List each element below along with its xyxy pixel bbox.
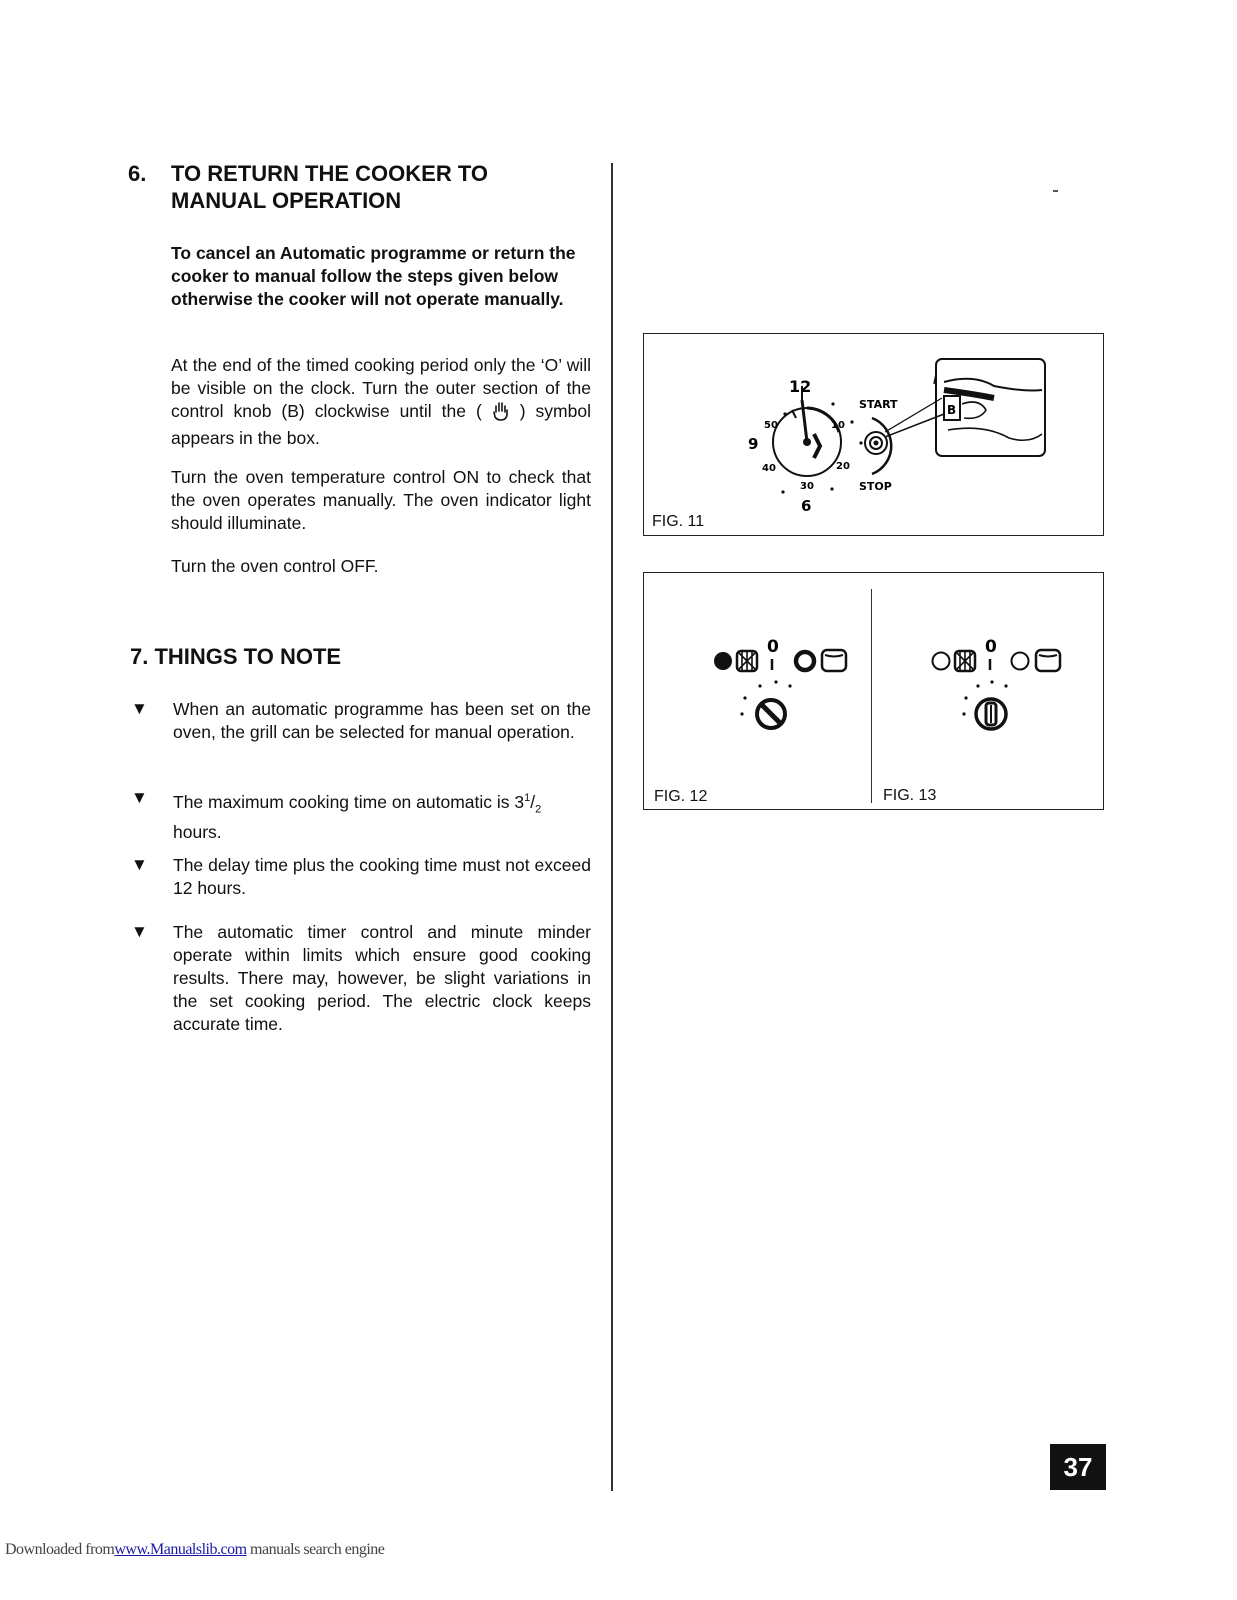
note-4: The automatic timer control and minute minder operate within limits which ensure good cooking results. There may, however, be slight variations in the set cooking period. The electric clock keeps accurate time. [173, 922, 591, 1034]
dial-label-40: 40 [762, 463, 776, 474]
note-2-fraction-numerator: 1 [524, 792, 531, 804]
footer [5, 1541, 384, 1559]
start-label: START [859, 398, 898, 411]
dial-label-20: 20 [836, 461, 850, 472]
section-6-paragraph-1 [171, 354, 591, 450]
dial-label-10: 10 [831, 420, 845, 431]
section-7-title: 7. THINGS TO NOTE [130, 644, 342, 669]
figure-12-13 [643, 572, 1104, 810]
timer-clock-diagram [644, 334, 1102, 534]
note-2-fraction-separator: / [530, 791, 536, 812]
note-1: When an automatic programme has been set on the oven, the grill can be selected for manual operation. [173, 699, 591, 742]
note-2-end: hours. [173, 822, 222, 843]
hand-symbol-icon [492, 401, 510, 427]
fig-13-zero: 0 [985, 637, 997, 657]
figure-11 [643, 333, 1104, 536]
footer-link[interactable]: www.Manualslib.com [114, 1541, 247, 1558]
bullet-marker-3: ▼ [131, 855, 148, 874]
fig-12-zero: 0 [767, 637, 779, 657]
knob-letter-b: B [947, 403, 957, 417]
indicator-filled-icon [714, 652, 732, 670]
figure-12-label: FIG. 12 [654, 788, 708, 805]
figure-11-label: FIG. 11 [652, 513, 705, 530]
dial-label-12: 12 [789, 377, 812, 396]
indicator-empty-icon [933, 653, 950, 670]
bullet-marker-2: ▼ [131, 788, 148, 807]
section-6-paragraph-3: Turn the oven control OFF. [171, 556, 379, 576]
dial-label-9: 9 [748, 435, 759, 453]
paragraph-1-text-b: ) symbol appears in the box. [171, 401, 591, 448]
dial-label-6: 6 [801, 497, 812, 515]
dial-label-30: 30 [800, 481, 814, 492]
page-number: 37 [1050, 1444, 1106, 1490]
footer-prefix: Downloaded from [5, 1541, 115, 1558]
note-2-fraction-denominator: 2 [535, 803, 542, 816]
section-6-title-line2: MANUAL OPERATION [171, 188, 402, 213]
section-6-paragraph-2: Turn the oven temperature control ON to check that the oven operates manually. The oven indicator light should illuminate. [171, 467, 591, 533]
figure-13-label: FIG. 13 [883, 787, 937, 804]
section-6-title-line1: TO RETURN THE COOKER TO [171, 161, 488, 186]
stray-mark [1053, 190, 1058, 192]
figure-divider [871, 589, 872, 803]
column-divider [611, 163, 613, 1491]
bullet-marker-4: ▼ [131, 922, 148, 941]
fig-12-control-diagram [704, 628, 854, 738]
fig-13-control-diagram [922, 628, 1072, 738]
note-2-text: The maximum cooking time on automatic is 3 [173, 791, 525, 812]
stop-label: STOP [859, 480, 892, 493]
footer-suffix: manuals search engine [246, 1541, 385, 1558]
note-3: The delay time plus the cooking time must not exceed 12 hours. [173, 855, 591, 898]
dial-label-50: 50 [764, 420, 778, 431]
paragraph-1-text-a: At the end of the timed cooking period only the ‘O’ will be visible on the clock. Turn the outer section of the control knob (B) clockwise until the ( [171, 355, 591, 421]
section-6-bold-intro: To cancel an Automatic programme or return the cooker to manual follow the steps given below otherwise the cooker will not operate manually. [171, 243, 576, 309]
section-6-number: 6. [128, 161, 147, 186]
note-2 [173, 787, 591, 844]
bullet-marker-1: ▼ [131, 699, 148, 718]
